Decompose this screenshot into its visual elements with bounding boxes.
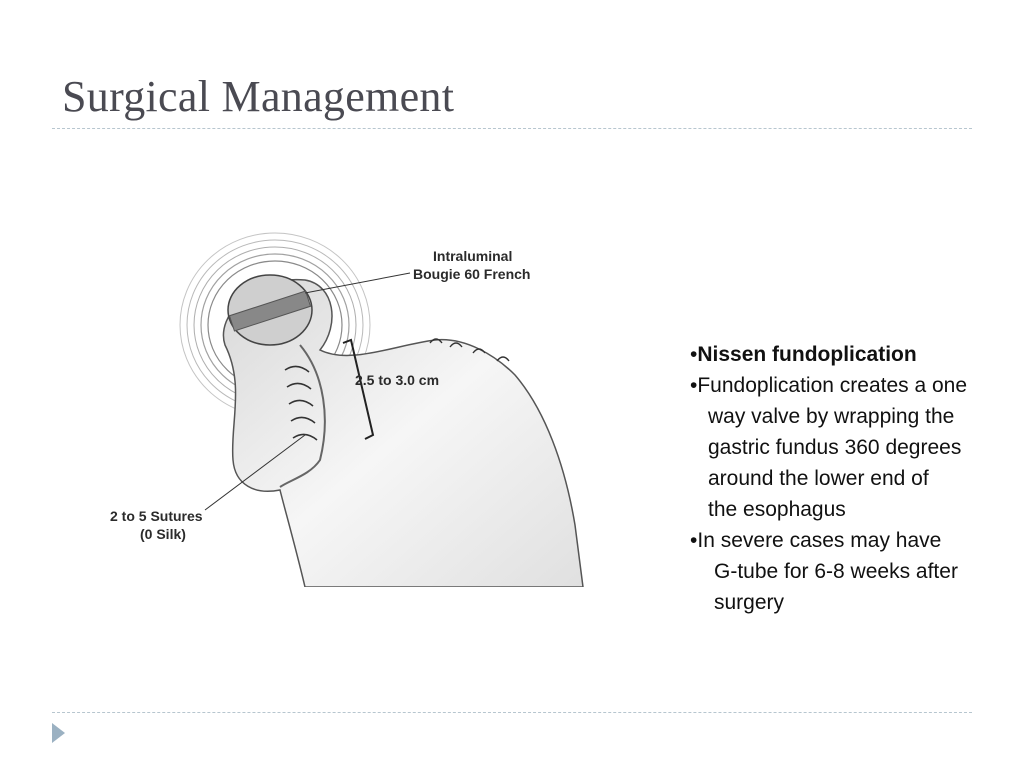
triangle-right-icon[interactable] [52, 723, 65, 743]
top-divider [52, 128, 972, 129]
bullet-continuation: around the lower end of [708, 467, 929, 490]
bullet-text: •In severe cases may have [690, 529, 942, 552]
bullet-marker: • [690, 343, 698, 366]
bullet-continuation: surgery [714, 591, 785, 614]
bullet-continuation: way valve by wrapping the [708, 405, 955, 428]
length-label: 2.5 to 3.0 cm [355, 372, 440, 388]
nissen-fundoplication-illustration [105, 225, 595, 587]
bullet-continuation: the esophagus [708, 498, 846, 521]
sutures-label-line-2: (0 Silk) [140, 526, 186, 542]
bullet-item [690, 339, 1024, 370]
bullet-marker: • [690, 529, 698, 552]
bullet-marker: • [690, 374, 698, 397]
bullet-continuation: G-tube for 6-8 weeks after [714, 560, 958, 583]
bullet-list [690, 339, 1024, 618]
bougie-leader-line [305, 273, 410, 293]
bullet-text: •Nissen fundoplication [690, 343, 917, 366]
bullet-text: •Fundoplication creates a one [690, 374, 968, 397]
bougie-label-line-2: Bougie 60 French [413, 266, 531, 282]
bullet-item [690, 370, 1024, 525]
bullet-continuation: gastric fundus 360 degrees [708, 436, 962, 459]
bougie-label-line-1: Intraluminal [433, 248, 513, 264]
slide-title: Surgical Management [62, 72, 455, 121]
bullet-item [690, 525, 1024, 618]
bottom-divider [52, 712, 972, 713]
sutures-label-line-1: 2 to 5 Sutures [110, 508, 203, 524]
